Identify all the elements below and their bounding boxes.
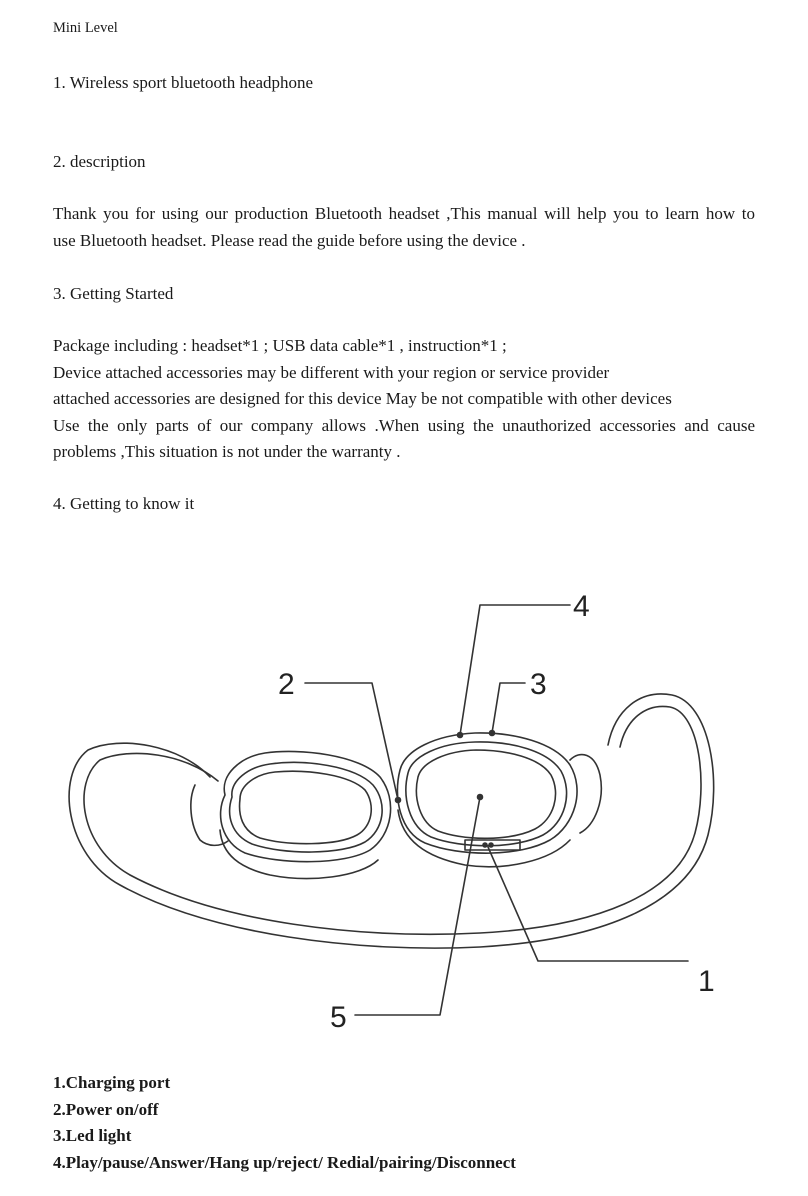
page-header: Mini Level <box>53 20 118 36</box>
getting-started-line: Package including : headset*1 ; USB data cable*1 , instruction*1 ; <box>53 336 507 355</box>
getting-started-line: Device attached accessories may be different with your region or service provider <box>53 362 610 382</box>
description-line: use Bluetooth headset. Please read the guide before using the device . <box>53 230 526 250</box>
callout-dot-2 <box>396 798 401 803</box>
callout-label-4: 4 <box>573 590 590 623</box>
callout-leader-5 <box>355 797 480 1015</box>
getting-started-line: Use the only parts of our company allows .When using the unauthorized accessories and cause <box>53 415 755 435</box>
getting-started-line: attached accessories are designed for this device May be not compatible with other devices <box>53 389 672 408</box>
callout-leader-4 <box>460 605 570 735</box>
callout-leader-3 <box>492 683 525 733</box>
legend-item: 1.Charging port <box>53 1073 171 1092</box>
right-earcup-pad <box>416 750 555 838</box>
legend-item: 2.Power on/off <box>53 1099 159 1119</box>
left-earcup-rim <box>230 762 383 852</box>
callout-label-3: 3 <box>530 668 547 701</box>
description-line: Thank you for using our production Bluetooth headset ,This manual will help you to learn how to <box>53 204 755 223</box>
left-earcup-pad <box>240 771 372 843</box>
charging-port-led <box>483 843 487 847</box>
section-4-title: 4. Getting to know it <box>53 494 195 513</box>
left-earcup-base <box>220 830 378 879</box>
parts-legend <box>53 1070 516 1176</box>
section-3-title: 3. Getting Started <box>53 284 174 303</box>
getting-started-line: problems ,This situation is not under the warranty . <box>53 442 401 461</box>
callout-label-1: 1 <box>698 965 715 998</box>
left-earcup-body <box>221 751 391 861</box>
neckband <box>69 694 714 948</box>
callout-dot-4 <box>458 733 463 738</box>
callout-label-5: 5 <box>330 1001 347 1034</box>
charging-port-led <box>489 843 493 847</box>
right-earcup-rim <box>406 742 567 846</box>
legend-item: 3.Led light <box>53 1126 132 1145</box>
description-paragraph <box>53 201 755 254</box>
getting-started-paragraph <box>53 333 755 466</box>
legend-item: 4.Play/pause/Answer/Hang up/reject/ Redial/pairing/Disconnect <box>53 1152 516 1172</box>
callout-label-2: 2 <box>278 668 295 701</box>
headphone-diagram <box>60 585 750 1035</box>
callout-dot-5 <box>478 795 483 800</box>
section-2-title: 2. description <box>53 152 146 171</box>
callout-dot-3 <box>490 731 495 736</box>
right-earhook <box>570 755 601 833</box>
section-1-title: 1. Wireless sport bluetooth headphone <box>53 73 314 92</box>
left-earhook <box>191 785 228 845</box>
